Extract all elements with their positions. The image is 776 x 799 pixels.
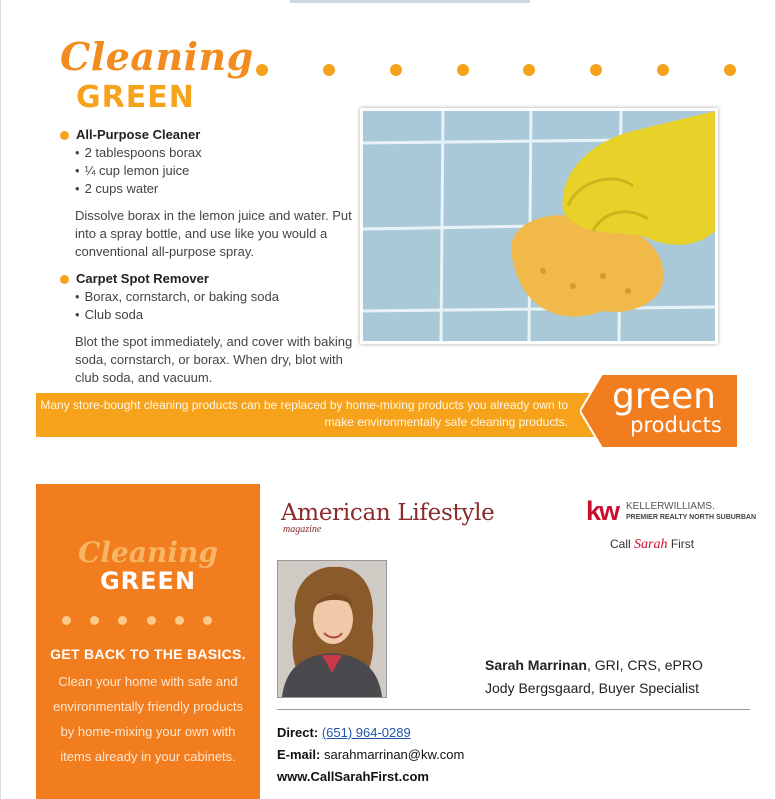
- banner-text: Many store-bought cleaning products can be replaced by home-mixing products you already own to make environmentally safe cleaning products.: [40, 398, 568, 429]
- dot-icon: [90, 616, 99, 625]
- contact-email: [277, 747, 464, 762]
- dot-icon: [724, 64, 736, 76]
- recipe-heading: [60, 126, 360, 144]
- email-value[interactable]: sarahmarrinan@kw.com: [323, 747, 465, 762]
- recipe-directions: Blot the spot immediately, and cover with baking soda, cornstarch, or borax. When dry, blot with club soda, and vacuum.: [75, 334, 353, 385]
- ingredient-list: [60, 288, 360, 324]
- dot-icon: [118, 616, 127, 625]
- bullet-icon: [60, 131, 69, 140]
- sidebar-body: Clean your home with safe and environmentally friendly products by home-mixing your own with items already in your cabinets.: [52, 674, 244, 764]
- decorative-dots: [256, 64, 736, 76]
- recipe-all-purpose-cleaner: [60, 126, 360, 261]
- kw-logo-mark: kw: [586, 496, 619, 526]
- call-sarah-first-logo: [610, 537, 694, 553]
- header-script-title: Cleaning: [60, 34, 254, 79]
- badge-line-1: green: [612, 376, 716, 417]
- ingredient-item: • ¼ cup lemon juice: [75, 162, 360, 180]
- email-label: E-mail:: [277, 747, 321, 762]
- dot-icon: [175, 616, 184, 625]
- ingredient-item: • 2 tablespoons borax: [75, 144, 360, 162]
- partner-name: Jody Bergsgaard, Buyer Specialist: [485, 680, 699, 696]
- agent-portrait: [278, 561, 386, 697]
- cleaning-photo: [360, 108, 718, 344]
- sidebar-heading: GET BACK TO THE BASICS.: [50, 646, 246, 662]
- dot-icon: [523, 64, 535, 76]
- window-top-bar: [290, 0, 530, 3]
- website[interactable]: www.CallSarahFirst.com: [277, 769, 429, 784]
- direct-label: Direct:: [277, 725, 319, 740]
- dot-icon: [457, 64, 469, 76]
- sidebar-title: GREEN: [99, 567, 197, 595]
- agent-photo: [277, 560, 387, 698]
- ingredient-item: • Borax, cornstarch, or baking soda: [75, 288, 360, 306]
- agent-name-line: [485, 657, 703, 673]
- call-suffix: First: [670, 537, 695, 551]
- phone-link[interactable]: (651) 964-0289: [321, 725, 411, 740]
- dot-icon: [147, 616, 156, 625]
- dot-icon: [62, 616, 71, 625]
- dot-icon: [390, 64, 402, 76]
- divider: [277, 709, 750, 710]
- dot-icon: [203, 616, 212, 625]
- recipe-heading: [60, 270, 360, 288]
- contact-direct: [277, 725, 411, 740]
- call-prefix: Call: [610, 537, 631, 551]
- badge-line-2: products: [630, 413, 722, 437]
- glove-sponge-illustration: [363, 111, 715, 341]
- ingredient-list: [60, 144, 360, 198]
- ingredient-item: • Club soda: [75, 306, 360, 324]
- ingredient-item: • 2 cups water: [75, 180, 360, 198]
- bullet-icon: [60, 275, 69, 284]
- header-title: GREEN: [76, 80, 195, 115]
- kw-brand-name: KELLERWILLIAMS.: [626, 501, 715, 512]
- recipe-title: All-Purpose Cleaner: [76, 127, 201, 142]
- dot-icon: [590, 64, 602, 76]
- sidebar-script-title: Cleaning: [78, 536, 218, 569]
- dot-icon: [323, 64, 335, 76]
- dot-icon: [256, 64, 268, 76]
- american-lifestyle-logo: American Lifestyle: [281, 500, 495, 526]
- recipe-carpet-spot-remover: [60, 270, 360, 387]
- call-name: Sarah: [634, 537, 668, 552]
- agent-name: Sarah Marrinan: [485, 657, 587, 673]
- sidebar-dots: [62, 616, 212, 625]
- agent-credentials: , GRI, CRS, ePRO: [586, 657, 703, 673]
- dot-icon: [657, 64, 669, 76]
- magazine-word: magazine: [283, 524, 322, 535]
- recipe-directions: Dissolve borax in the lemon juice and water. Put into a spray bottle, and use like you would a conventional all-purpose spray.: [75, 208, 352, 259]
- kw-office-name: PREMIER REALTY NORTH SUBURBAN: [626, 514, 757, 521]
- recipe-title: Carpet Spot Remover: [76, 271, 209, 286]
